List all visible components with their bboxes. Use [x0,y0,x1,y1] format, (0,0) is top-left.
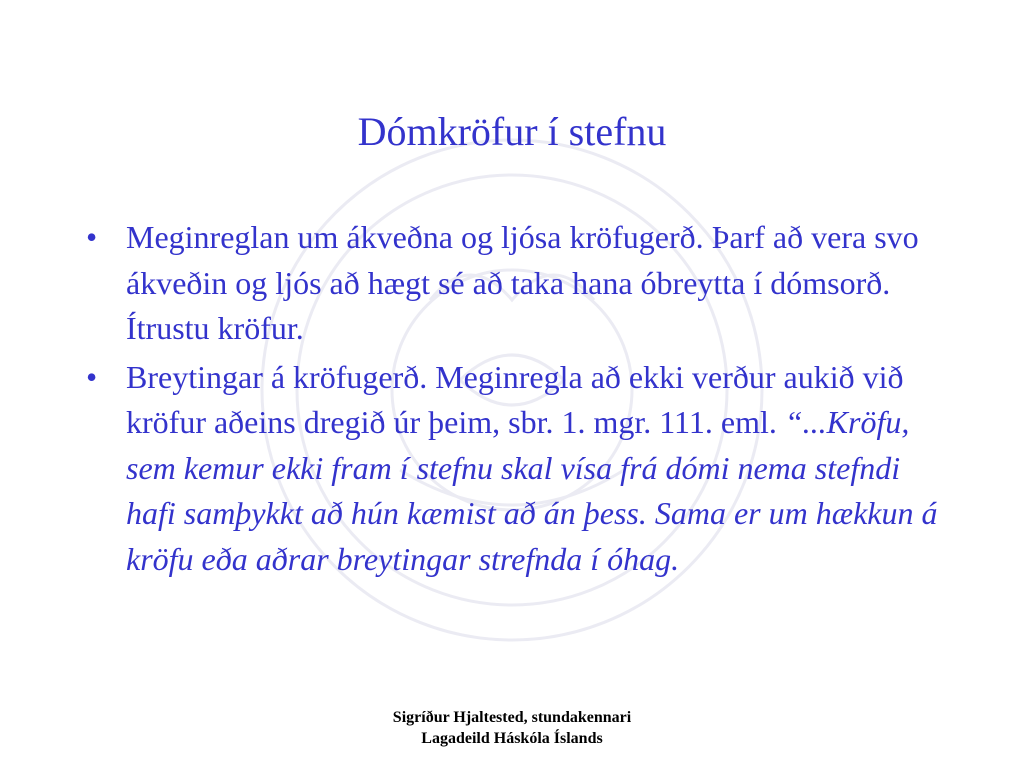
bullet-item [86,215,956,352]
bullet-quote: “...Kröfu, sem kemur ekki fram í stefnu skal vísa frá dómi nema stefndi hafi samþykkt að hún kæmist að án þess. Sama er um hækkun á kröfu eða aðrar breytingar strefnda í óhag. [126,404,938,577]
footer-author: Sigríður Hjaltested, stundakennari [392,709,632,726]
footer [0,707,1024,749]
footer-institution: Lagadeild Háskóla Íslands [421,730,603,747]
bullet-text: Breytingar á kröfugerð. Meginregla að ekki verður aukið við kröfur aðeins dregið úr þeim, sbr. 1. mgr. 111. eml. [126,358,904,440]
bullet-marker: • [86,219,98,255]
bullet-marker: • [86,358,98,395]
bullet-text: Meginreglan um ákveðna og ljósa kröfugerð. Þarf að vera svo ákveðin og ljós að hægt sé að taka hana óbreytta í dómsorð. Ítrustu kröfur. [126,219,919,346]
bullet-list [86,215,956,585]
slide-title: Dómkröfur í stefnu [357,109,667,154]
bullet-item [86,355,956,583]
